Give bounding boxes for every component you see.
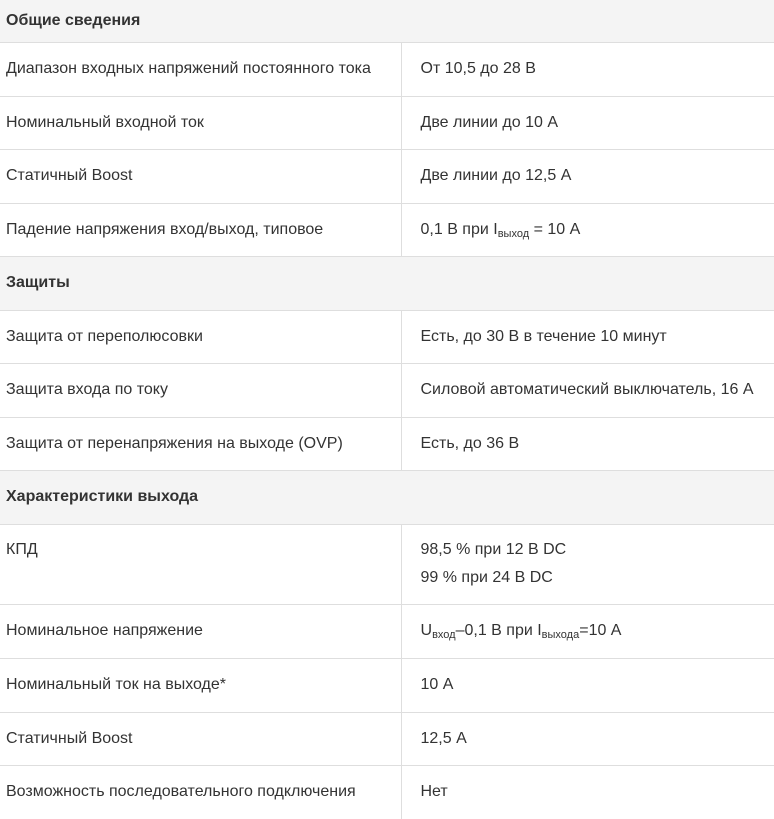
value-text: –0,1 В при I <box>456 622 542 639</box>
param-value: 10 А <box>401 658 774 712</box>
param-value: Две линии до 10 А <box>401 96 774 149</box>
value-subscript: выхода <box>542 629 580 641</box>
param-value: От 10,5 до 28 В <box>401 42 774 96</box>
section-title: Защиты <box>0 256 774 310</box>
table-row <box>0 524 774 604</box>
param-label: КПД <box>0 524 401 604</box>
param-value: Силовой автоматический выключатель, 16 А <box>401 363 774 417</box>
param-value: Нет <box>401 765 774 819</box>
table-row <box>0 42 774 96</box>
value-text: U <box>421 622 433 639</box>
value-subscript: вход <box>432 629 456 641</box>
param-label: Номинальное напряжение <box>0 604 401 658</box>
table-row <box>0 765 774 819</box>
param-label: Диапазон входных напряжений постоянного тока <box>0 42 401 96</box>
table-row <box>0 310 774 363</box>
table-row <box>0 417 774 470</box>
section-header-protection <box>0 256 774 310</box>
section-title: Общие сведения <box>0 0 774 42</box>
param-label: Номинальный ток на выходе* <box>0 658 401 712</box>
param-value: Есть, до 30 В в течение 10 минут <box>401 310 774 363</box>
value-line: 98,5 % при 12 В DC <box>421 536 774 564</box>
param-value <box>401 604 774 658</box>
param-label: Возможность последовательного подключения <box>0 765 401 819</box>
param-value <box>401 203 774 256</box>
table-row <box>0 363 774 417</box>
table-row <box>0 96 774 149</box>
param-value <box>401 524 774 604</box>
param-label: Статичный Boost <box>0 712 401 765</box>
table-row <box>0 149 774 203</box>
param-label: Защита от перенапряжения на выходе (OVP) <box>0 417 401 470</box>
table-row <box>0 203 774 256</box>
value-text: =10 А <box>579 622 621 639</box>
section-header-output <box>0 470 774 524</box>
param-label: Номинальный входной ток <box>0 96 401 149</box>
param-label: Статичный Boost <box>0 149 401 203</box>
param-value: Есть, до 36 В <box>401 417 774 470</box>
param-label: Защита входа по току <box>0 363 401 417</box>
value-text: 0,1 В при I <box>421 221 498 238</box>
param-label: Падение напряжения вход/выход, типовое <box>0 203 401 256</box>
param-value: Две линии до 12,5 А <box>401 149 774 203</box>
table-row <box>0 712 774 765</box>
param-label: Защита от переполюсовки <box>0 310 401 363</box>
table-row <box>0 658 774 712</box>
table-row <box>0 604 774 658</box>
value-text: = 10 А <box>529 221 580 238</box>
value-subscript: выход <box>498 228 529 240</box>
section-title: Характеристики выхода <box>0 470 774 524</box>
param-value: 12,5 А <box>401 712 774 765</box>
section-header-general <box>0 0 774 42</box>
value-line: 99 % при 24 В DC <box>421 564 774 592</box>
